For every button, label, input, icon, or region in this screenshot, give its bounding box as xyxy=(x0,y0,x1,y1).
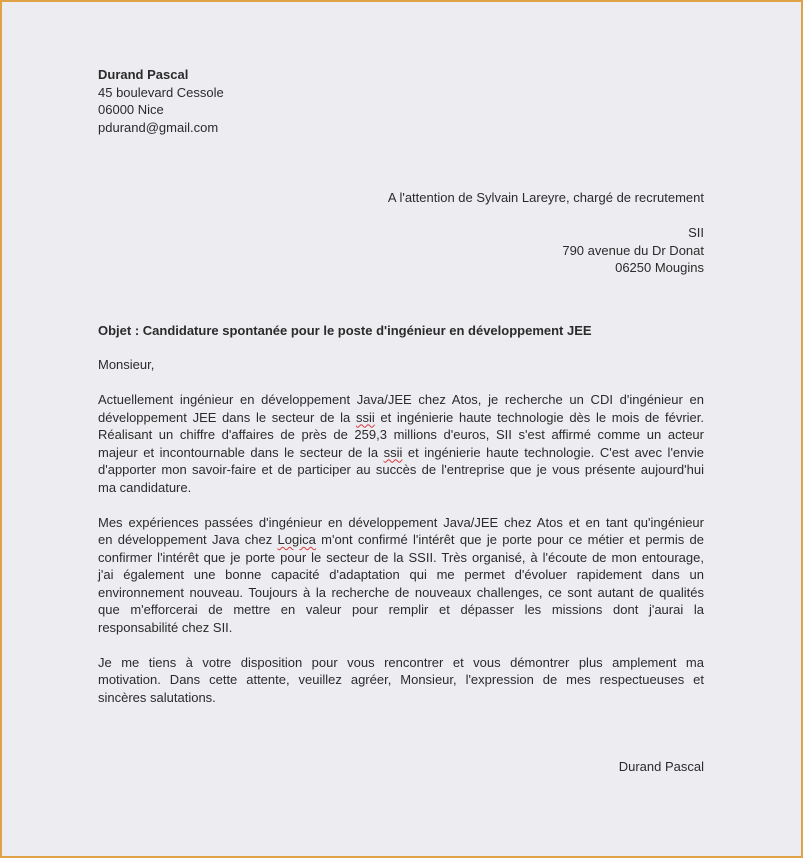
recipient-attention: A l'attention de Sylvain Lareyre, chargé de recrutement xyxy=(387,190,704,206)
text-segment: motivation. Dans cette attente, veuillez agréer, Monsieur, l'expression de mes respectueuses et xyxy=(98,672,704,688)
paragraph-3-line xyxy=(98,671,704,689)
text-segment: Actuellement ingénieur en développement Java/JEE chez Atos, je recherche un CDI d'ingénieur en xyxy=(98,391,704,407)
text-segment: développement JEE dans le secteur de la xyxy=(98,409,356,425)
paragraph-3 xyxy=(98,654,704,707)
text-segment: majeur et incontournable dans le secteur de la xyxy=(98,444,384,460)
text-segment: Je me tiens à votre disposition pour vous rencontrer et vous démontrer plus amplement ma xyxy=(98,654,704,670)
recipient-city: 06250 Mougins xyxy=(615,260,704,276)
sender-name: Durand Pascal xyxy=(98,67,189,82)
text-segment: et ingénierie haute technologie dès le mois de février. xyxy=(374,409,705,425)
text-segment: ma candidature. xyxy=(98,479,192,495)
paragraph-2-line xyxy=(98,514,704,532)
spellcheck-word: ssii xyxy=(355,409,375,425)
text-segment: confirmer l'intérêt que je porte pour le secteur de la SSII. Très organisé, à l'écoute de mon entourage, xyxy=(98,549,704,565)
letter-salutation: Monsieur, xyxy=(98,357,155,373)
text-segment: m'ont confirmé l'intérêt que je porte pour ce métier et permis de xyxy=(315,532,704,548)
paragraph-1-line xyxy=(98,426,704,444)
paragraph-1-line xyxy=(98,444,704,462)
paragraph-2-line xyxy=(98,601,704,619)
letter-content xyxy=(98,66,704,776)
sender-street: 45 boulevard Cessole xyxy=(98,84,224,100)
letter-subject: Objet : Candidature spontanée pour le poste d'ingénieur en développement JEE xyxy=(98,322,592,338)
recipient-street: 790 avenue du Dr Donat xyxy=(562,242,704,258)
text-segment: Réalisant un chiffre d'affaires de près de 259,3 millions d'euros, SII s'est affirmé comme un acteur xyxy=(98,427,704,443)
text-segment: j'ai également une bonne capacité d'adaptation qui me permet d'évoluer rapidement dans un xyxy=(98,567,704,583)
text-segment: et ingénierie haute technologie. C'est avec l'envie xyxy=(402,444,704,460)
text-segment: en développement Java chez xyxy=(98,532,278,548)
paragraph-3-line xyxy=(98,654,704,672)
paragraph-2-line xyxy=(98,584,704,602)
text-segment: responsabilité chez SII. xyxy=(98,620,233,636)
text-segment: environnement nouveau. Toujours à la recherche de nouveaux challenges, ce sont autant de qualités xyxy=(98,584,704,600)
text-segment: sincères salutations. xyxy=(98,689,216,705)
paragraph-3-line xyxy=(98,689,704,707)
paragraph-1-line xyxy=(98,461,704,479)
letter-signature: Durand Pascal xyxy=(618,759,704,775)
sender-block xyxy=(98,66,704,136)
paragraph-1-line xyxy=(98,479,704,497)
paragraph-2 xyxy=(98,514,704,637)
paragraph-1 xyxy=(98,391,704,497)
spellcheck-word: ssii xyxy=(383,444,403,460)
recipient-block xyxy=(98,189,704,276)
text-segment: Mes expériences passées d'ingénieur en développement Java/JEE chez Atos et en tant qu'ingénieur xyxy=(98,514,704,530)
paragraph-2-line xyxy=(98,549,704,567)
paragraph-2-line xyxy=(98,619,704,637)
paragraph-1-line xyxy=(98,391,704,409)
recipient-company: SII xyxy=(688,224,704,240)
spellcheck-word: Logica xyxy=(277,532,316,548)
paragraph-2-line xyxy=(98,566,704,584)
sender-email: pdurand@gmail.com xyxy=(98,119,219,135)
text-segment: que m'efforcerai de mettre en valeur pour remplir et dépasser les missions dont j'aurai la xyxy=(98,602,704,618)
sender-city: 06000 Nice xyxy=(98,102,164,118)
paragraph-1-line xyxy=(98,409,704,427)
text-segment: d'apporter mon savoir-faire et de participer au succès de l'entreprise que je vous présente aujourd'hui xyxy=(98,462,704,478)
paragraph-2-line xyxy=(98,531,704,549)
